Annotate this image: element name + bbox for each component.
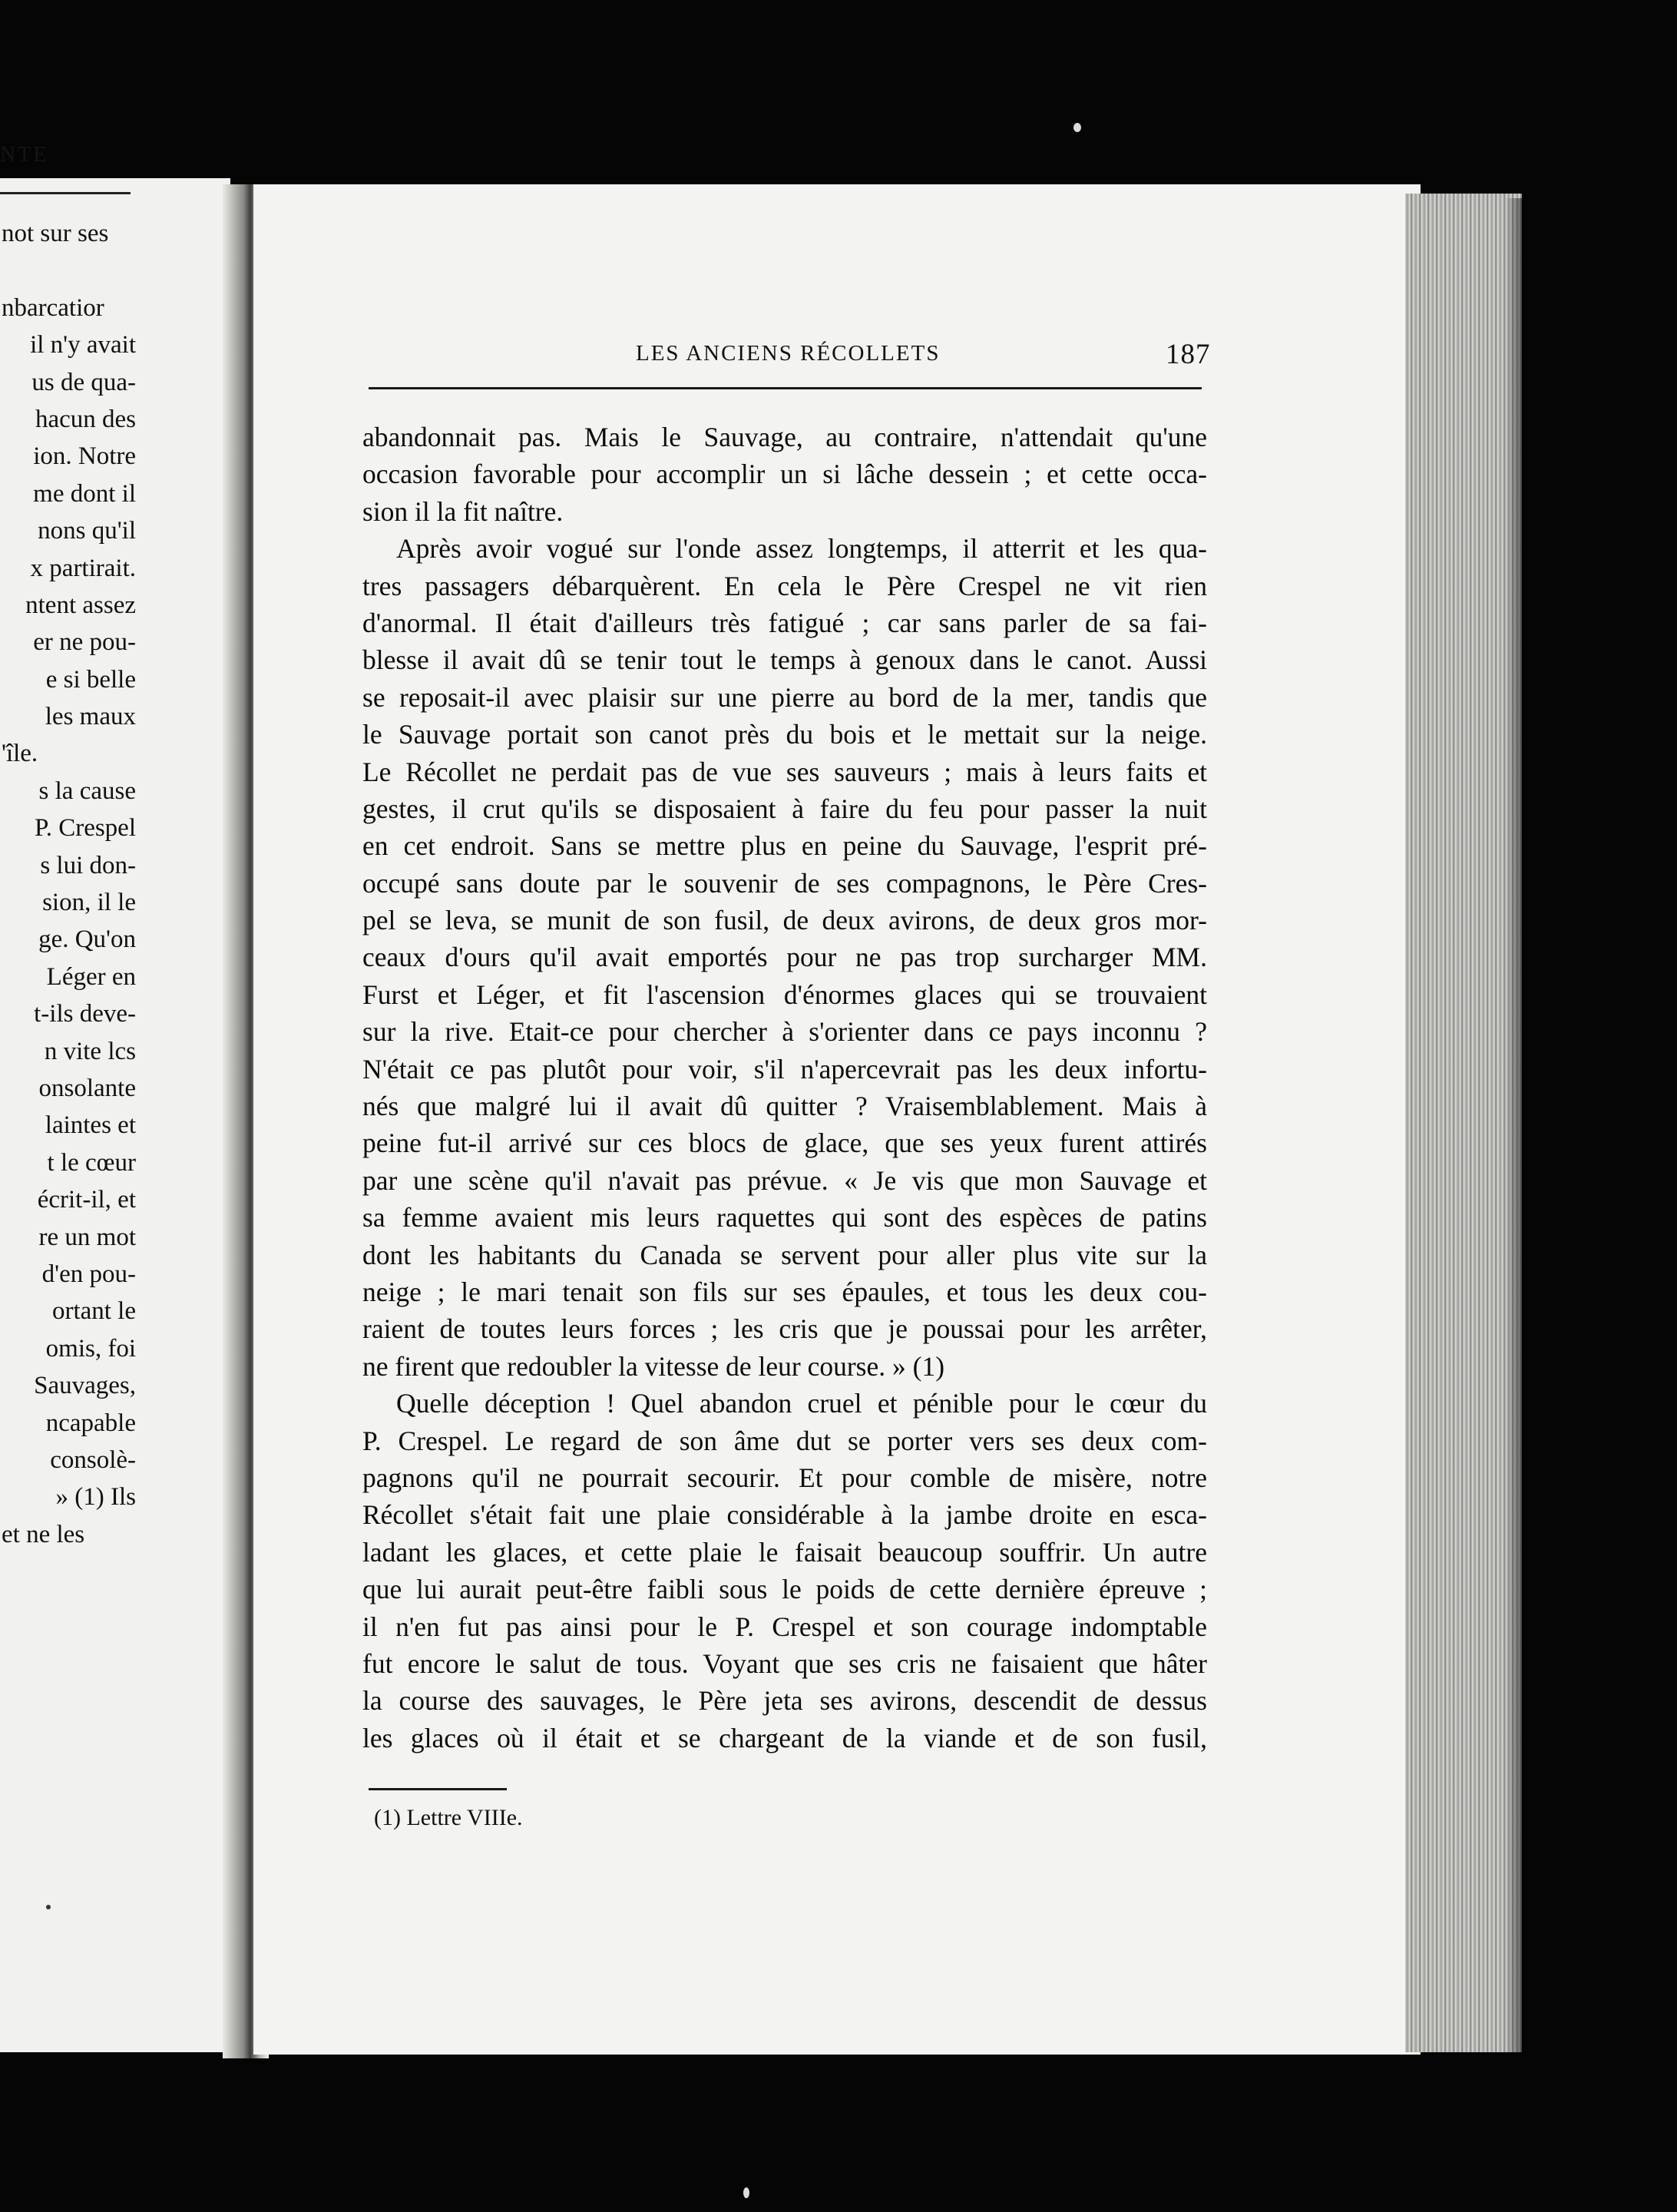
left-text-line: x partirait. [30,554,136,582]
running-title: LES ANCIENS RÉCOLLETS [636,341,941,366]
left-text-line: ncapable [45,1409,136,1437]
running-head [369,338,1213,376]
text-line: il n'en fut pas ainsi pour le P. Crespel et son courage indomptable [362,1611,1207,1642]
left-text-line: il n'y avait [30,331,136,359]
text-line: par une scène qu'il n'avait pas prévue. « Je vis que mon Sauvage et [362,1164,1207,1196]
left-text-line: ntent assez [25,591,136,619]
text-line: occasion favorable pour accomplir un si lâche dessein ; et cette occa- [362,459,1207,490]
text-line: en cet endroit. Sans se mettre plus en peine du Sauvage, l'esprit pré- [362,830,1207,862]
text-line: nés que malgré lui il avait dû quitter ? Vraisemblablement. Mais à [362,1091,1207,1122]
left-text-line: Léger en [46,962,136,991]
left-text-line: onsolante [38,1074,136,1102]
left-text-line: t-ils deve- [34,1000,136,1028]
left-page-text [2,215,136,1553]
left-text-line: d'en pou- [41,1260,136,1288]
left-head-rule [0,192,131,194]
text-line: peine fut-il arrivé sur ces blocs de glace, que ses yeux furent attirés [362,1128,1207,1159]
left-text-line: ion. Notre [33,442,136,471]
left-text-line: s la cause [38,777,136,805]
text-line: occupé sans doute par le souvenir de ses compagnons, le Père Cres- [362,867,1207,899]
left-text-line: nbarcatior [2,293,104,322]
left-text-line: us de qua- [31,368,136,396]
left-text-line: me dont il [33,479,136,508]
left-text-line: e si belle [45,665,136,694]
dust-speck [46,1905,51,1909]
text-line: d'anormal. Il était d'ailleurs très fatigué ; car sans parler de sa fai- [362,607,1207,638]
left-text-line: 'île. [2,740,38,768]
left-text-line: consolè- [50,1445,136,1474]
left-text-line: écrit-il, et [37,1186,136,1214]
left-text-line: re un mot [38,1223,136,1251]
left-text-line: P. Crespel [35,814,136,843]
text-line: raient de toutes leurs forces ; les cris que je poussai pour les arrêter, [362,1313,1207,1345]
text-line: P. Crespel. Le regard de son âme dut se porter vers ses deux com- [362,1425,1207,1456]
left-text-line: » (1) Ils [55,1483,136,1512]
text-line: pel se leva, se munit de son fusil, de deux avirons, de deux gros mor- [362,905,1207,936]
left-text-line: n vite lcs [44,1037,136,1065]
footnote-rule [369,1788,507,1790]
text-line: sur la rive. Etait-ce pour chercher à s'orienter dans ce pays inconnu ? [362,1016,1207,1048]
text-line: abandonnait pas. Mais le Sauvage, au contraire, n'attendait qu'une [362,422,1207,452]
left-text-line: t le cœur [47,1148,136,1177]
head-rule [369,387,1202,389]
text-line: sion il la fit naître. [362,495,564,527]
text-line: Quelle déception ! Quel abandon cruel et pénible pour le cœur du [396,1388,1207,1419]
text-line: la course des sauvages, le Père jeta ses avirons, descendit de dessus [362,1685,1207,1717]
text-line: tres passagers débarquèrent. En cela le Père Crespel ne vit rien [362,570,1207,601]
dust-speck [1073,123,1081,132]
text-line: gestes, il crut qu'ils se disposaient à faire du feu pour passer la nuit [362,793,1207,824]
page-number: 187 [1166,339,1211,370]
text-line: les glaces où il était et se chargeant de la viande et de son fusil, [362,1722,1207,1753]
text-line: ceaux d'ours qu'il avait emportés pour ne pas trop surcharger MM. [362,942,1207,973]
text-line: N'était ce pas plutôt pour voir, s'il n'apercevrait pas les deux infortu- [362,1053,1207,1084]
text-line: se reposait-il avec plaisir sur une pierre au bord de la mer, tandis que [362,681,1207,713]
text-line: ladant les glaces, et cette plaie le faisait beaucoup souffrir. Un autre [362,1536,1207,1568]
left-text-line: laintes et [45,1111,136,1140]
text-line: Le Récollet ne perdait pas de vue ses sauveurs ; mais à leurs faits et [362,756,1207,787]
footnote: (1) Lettre VIIIe. [374,1805,523,1830]
text-line: blesse il avait dû se tenir tout le temps à genoux dans le canot. Aussi [362,644,1207,676]
left-running-head: NTE [0,143,49,167]
left-text-line [2,252,136,289]
dust-speck [743,2187,749,2198]
left-text-line: Sauvages, [34,1372,136,1400]
left-text-line: not sur ses [2,220,109,247]
text-line: Récollet s'était fait une plaie considérable à la jambe droite en esca- [362,1499,1207,1531]
left-text-line: ge. Qu'on [38,926,136,954]
text-line: le Sauvage portait son canot près du bois et le mettait sur la neige. [362,719,1207,750]
left-text-line: omis, foi [45,1334,136,1363]
page-edge-shadow [1505,198,1523,2052]
text-line: Furst et Léger, et fit l'ascension d'énormes glaces qui se trouvaient [362,979,1207,1010]
left-text-line: nons qu'il [38,517,136,545]
left-text-line: les maux [45,703,136,731]
text-line: Après avoir vogué sur l'onde assez longtemps, il atterrit et les qua- [396,533,1207,565]
text-line: sa femme avaient mis leurs raquettes qui sont des espèces de patins [362,1202,1207,1233]
body-text [362,419,1207,1757]
text-line: dont les habitants du Canada se servent pour aller plus vite sur la [362,1239,1207,1270]
left-text-line: hacun des [35,405,136,433]
left-text-line: s lui don- [40,851,136,879]
left-text-line: et ne les [2,1520,85,1548]
left-text-line: ortant le [51,1297,136,1326]
text-line: fut encore le salut de tous. Voyant que ses cris ne faisaient que hâter [362,1647,1207,1679]
text-line: que lui aurait peut-être faibli sous le poids de cette dernière épreuve ; [362,1574,1207,1605]
text-line: ne firent que redoubler la vitesse de leur course. » (1) [362,1350,945,1382]
text-line: neige ; le mari tenait son fils sur ses épaules, et tous les deux cou- [362,1276,1207,1307]
text-line: pagnons qu'il ne pourrait secourir. Et pour comble de misère, notre [362,1462,1207,1493]
left-text-line: er ne pou- [33,628,136,657]
left-text-line: sion, il le [42,889,136,917]
